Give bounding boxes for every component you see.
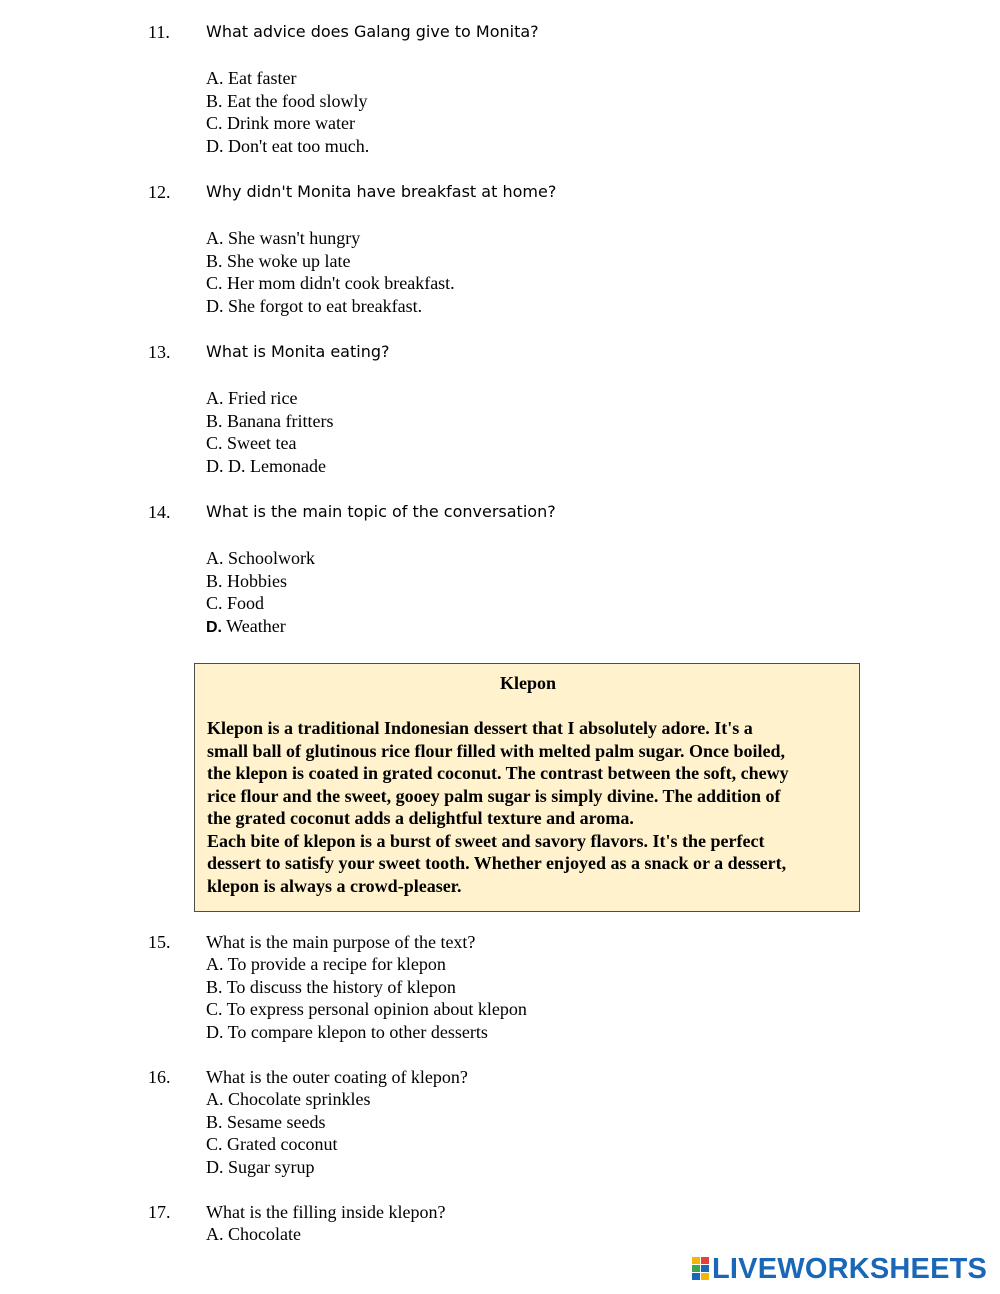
- question-text: What advice does Galang give to Monita?: [206, 22, 539, 41]
- question-text: Why didn't Monita have breakfast at home?: [206, 182, 557, 201]
- option-a: A. Chocolate: [206, 1224, 301, 1244]
- options-list: [206, 547, 315, 639]
- question-number: 15.: [148, 932, 171, 952]
- question-number: 13.: [148, 342, 171, 362]
- passage-line: Klepon is a traditional Indonesian dessert that I absolutely adore. It's a: [207, 718, 753, 738]
- option-a: A. Fried rice: [206, 388, 298, 408]
- passage-line: klepon is always a crowd-pleaser.: [207, 875, 462, 896]
- question-number: 14.: [148, 502, 171, 522]
- option-d: [206, 615, 315, 640]
- liveworksheets-logo-icon: [692, 1257, 710, 1281]
- question-text: What is the main purpose of the text?: [206, 932, 476, 952]
- option-c: C. Grated coconut: [206, 1134, 338, 1155]
- option-a: A. To provide a recipe for klepon: [206, 954, 446, 974]
- question-text: What is the main topic of the conversation?: [206, 502, 556, 521]
- option-b: B. She woke up late: [206, 250, 351, 271]
- question-text: What is the filling inside klepon?: [206, 1202, 446, 1222]
- option-d: D. Don't eat too much.: [206, 135, 370, 156]
- option-a: A. Chocolate sprinkles: [206, 1089, 371, 1109]
- question-text: What is the outer coating of klepon?: [206, 1067, 468, 1087]
- reading-passage-box: [194, 663, 860, 912]
- question-number: 11.: [148, 22, 170, 42]
- options-list: [206, 1223, 301, 1246]
- option-b: B. Banana fritters: [206, 410, 334, 431]
- option-b: B. Eat the food slowly: [206, 90, 368, 111]
- liveworksheets-logo: [692, 1252, 988, 1285]
- passage-line: the klepon is coated in grated coconut. The contrast between the soft, chewy: [207, 763, 789, 783]
- passage-line: dessert to satisfy your sweet tooth. Whether enjoyed as a snack or a dessert,: [207, 853, 787, 873]
- passage-line: rice flour and the sweet, gooey palm sugar is simply divine. The addition of: [207, 785, 781, 806]
- question-number: 17.: [148, 1202, 171, 1222]
- option-c: C. Drink more water: [206, 113, 355, 134]
- option-b: B. Sesame seeds: [206, 1111, 326, 1132]
- option-d: D. Sugar syrup: [206, 1156, 315, 1177]
- option-a: A. Eat faster: [206, 68, 297, 88]
- options-list: [206, 387, 333, 477]
- options-list: [206, 953, 527, 1043]
- option-c: C. Sweet tea: [206, 433, 297, 454]
- option-a: A. She wasn't hungry: [206, 228, 361, 248]
- option-c: C. Food: [206, 593, 265, 614]
- option-d-text: Weather: [222, 615, 286, 636]
- passage-line: Each bite of klepon is a burst of sweet and savory flavors. It's the perfect: [207, 830, 765, 851]
- question-number: 16.: [148, 1067, 171, 1087]
- passage-body: [207, 717, 855, 897]
- option-b: B. Hobbies: [206, 570, 287, 591]
- options-list: [206, 227, 455, 317]
- question-number: 12.: [148, 182, 171, 202]
- option-a: A. Schoolwork: [206, 548, 315, 568]
- option-c: C. Her mom didn't cook breakfast.: [206, 273, 455, 294]
- question-text: What is Monita eating?: [206, 342, 390, 361]
- option-d: D. She forgot to eat breakfast.: [206, 295, 423, 316]
- passage-line: the grated coconut adds a delightful texture and aroma.: [207, 808, 634, 828]
- option-d: D. D. Lemonade: [206, 455, 326, 476]
- options-list: [206, 1088, 370, 1178]
- option-d-letter: D.: [206, 618, 222, 636]
- option-d: D. To compare klepon to other desserts: [206, 1021, 488, 1042]
- option-c: C. To express personal opinion about klepon: [206, 999, 527, 1020]
- passage-line: small ball of glutinous rice flour filled with melted palm sugar. Once boiled,: [207, 740, 786, 761]
- option-b: B. To discuss the history of klepon: [206, 976, 456, 997]
- logo-text: LIVEWORKSHEETS: [712, 1252, 988, 1285]
- passage-title: Klepon: [499, 673, 556, 693]
- options-list: [206, 67, 369, 157]
